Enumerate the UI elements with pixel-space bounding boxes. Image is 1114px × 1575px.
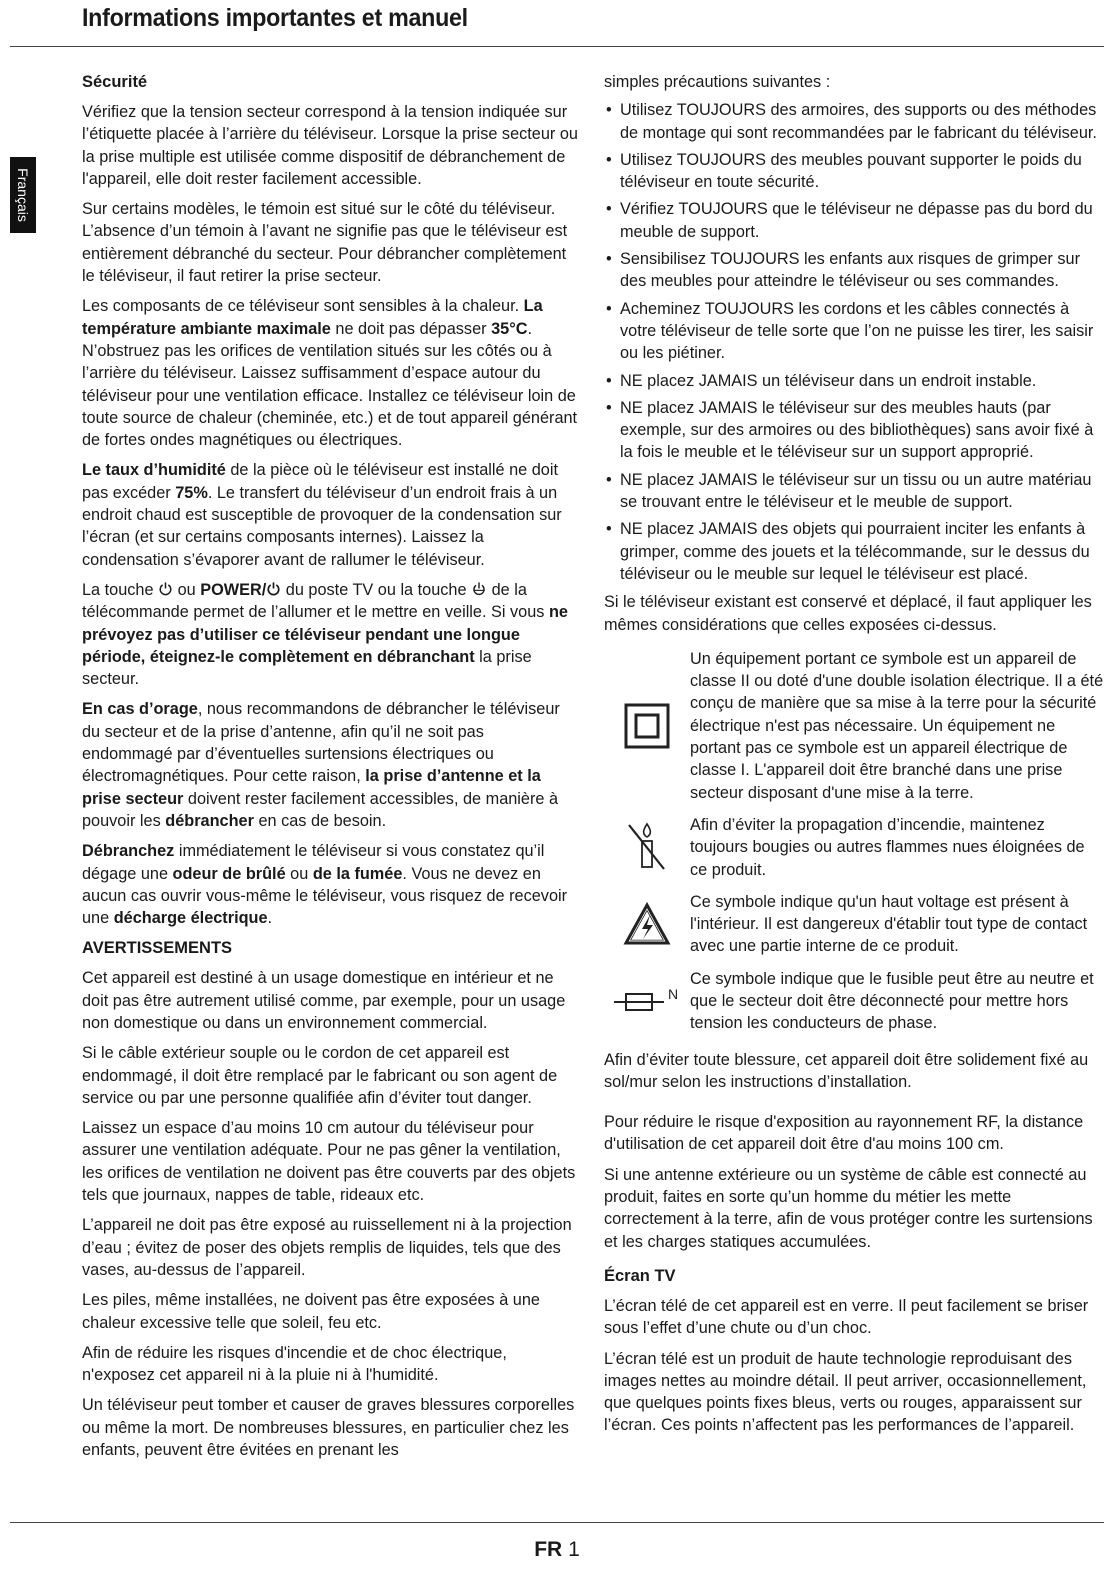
list-item: • NE placez JAMAIS le téléviseur sur des meubles hauts (par exemple, sur des armoires ou des bibliothèques) sans avoir fixé à la fois le meuble et le téléviseur sur un support approprié. (604, 397, 1104, 464)
precautions-list (604, 99, 1104, 585)
paragraph-power: La touche ou POWER/ du poste TV ou la touche de la télécommande permet de l’allumer et le mettre en veille. Si vous ne prévoyez pas d’utiliser ce téléviseur pendant une longue période, éteignez-le complètement en débranchant la prise secteur. (82, 580, 568, 689)
header-rule (10, 46, 1104, 47)
power-icon (266, 581, 281, 599)
footer-rule (10, 1522, 1104, 1523)
page-title: Informations importantes et manuel (82, 4, 468, 32)
list-item: • NE placez JAMAIS des objets qui pourraient inciter les enfants à grimper, comme des jouets et la télécommande, sur le dessus du téléviseur ou le meuble sur lequel le téléviseur est placé. (604, 518, 1104, 585)
warning-cable: Si le câble extérieur souple ou le cordon de cet appareil est endommagé, il doit être remplacé par le fabricant ou son agent de service ou par une personne qualifiée afin d’éviter tout danger. (82, 1044, 558, 1107)
paragraph-rf: Pour réduire le risque d'exposition au rayonnement RF, la distance d'utilisation de cet appareil doit être d'au moins 100 cm. (604, 1113, 1084, 1154)
fuse-text: Ce symbole indique que le fusible peut être au neutre et que le secteur doit être déconnecté pour mettre hors tension les conducteurs de phase. (690, 969, 1094, 1033)
warning-rain: Afin de réduire les risques d'incendie et de choc électrique, n'exposez cet appareil ni à la pluie ni à l'humidité. (82, 1343, 507, 1385)
paragraph-moved: Si le téléviseur existant est conservé et déplacé, il faut appliquer les mêmes considérations que celles exposées ci-dessus. (604, 593, 1092, 634)
list-item: • Utilisez TOUJOURS des meubles pouvant supporter le poids du téléviseur en toute sécurité. (604, 149, 1104, 194)
no-candle-symbol-row (604, 814, 1104, 881)
paragraph-fixation: Afin d’éviter toute blessure, cet appareil doit être solidement fixé au sol/mur selon les instructions d’installation. (604, 1050, 1089, 1091)
high-voltage-text: Ce symbole indique qu'un haut voltage est présent à l'intérieur. Il est dangereux d'établir tout type de contact avec une partie interne de ce produit. (690, 892, 1088, 956)
paragraph-screen-pixels: L’écran télé est un produit de haute technologie reproduisant des images nettes au moindre détail. Il peut arriver, occasionnellement, que quelques points fixes bleus, verts ou rouges, apparaissent sur l’écran. Ces points n’affectent pas les performances de l’appareil. (604, 1349, 1087, 1435)
no-candle-icon (604, 814, 690, 881)
paragraph-humidity: Le taux d’humidité de la pièce où le téléviseur est installé ne doit pas excéder 75%. Le transfert du téléviseur d’un endroit frais à un endroit chaud est susceptible de provoquer de la condensation sur l’écran (et sur certains composants internes). Laissez la condensation s’évaporer avant de rallumer le téléviseur. (82, 461, 562, 569)
paragraph-heat: Les composants de ce téléviseur sont sensibles à la chaleur. La température ambiante maximale ne doit pas dépasser 35°C. N’obstruez pas les orifices de ventilation situés sur les côtés ou à l’arrière du téléviseur. Laissez suffisamment d’espace autour du téléviseur pour une ventilation efficace. Installez ce téléviseur loin de toute source de chaleur (cheminée, etc.) et de tout appareil générant de fortes ondes magnétiques ou électriques. (82, 297, 578, 450)
list-item: • NE placez JAMAIS un téléviseur dans un endroit instable. (604, 370, 1104, 392)
list-item: • Utilisez TOUJOURS des armoires, des supports ou des méthodes de montage qui sont recommandées par le fabricant du téléviseur. (604, 99, 1104, 144)
page-number: FR 1 (534, 1538, 580, 1561)
fuse-label: N (668, 986, 679, 1003)
fuse-symbol-row (604, 968, 1104, 1035)
warning-water: L’appareil ne doit pas être exposé au ruissellement ni à la projection d’eau ; évitez de poser des objets remplis de liquides, tels que des vases, au-dessus de l’appareil. (82, 1216, 572, 1279)
warning-tipping: Un téléviseur peut tomber et causer de graves blessures corporelles ou même la mort. De nombreuses blessures, en particulier chez les enfants, peuvent être évitées en prenant les (82, 1396, 575, 1460)
list-item: • NE placez JAMAIS le téléviseur sur un tissu ou un autre matériau se trouvant entre le téléviseur et le meuble de support. (604, 469, 1104, 514)
no-candle-text: Afin d’éviter la propagation d’incendie, maintenez toujours bougies ou autres flammes nues éloignées de ce produit. (690, 815, 1085, 879)
warning-ventilation: Laissez un espace d’au moins 10 cm autour du téléviseur pour assurer une ventilation adéquate. Pour ne pas gêner la ventilation, les orifices de ventilation ne doivent pas être couverts par des objets tels que journaux, nappes de table, rideaux etc. (82, 1119, 576, 1205)
precautions-intro: simples précautions suivantes : (604, 73, 831, 91)
paragraph-storm: En cas d’orage, nous recommandons de débrancher le téléviseur du secteur et de la prise d’antenne, afin qu’il ne soit pas endommagé par d’éventuelles surtensions électriques ou électromagnétiques. Pour cette raison, la prise d’antenne et la prise secteur doivent rester facilement accessibles, de manière à pouvoir les débrancher en cas de besoin. (82, 700, 560, 830)
paragraph-voltage: Vérifiez que la tension secteur correspond à la tension indiquée sur l’étiquette placée à l’arrière du téléviseur. Lorsque la prise secteur ou la prise multiple est utilisée comme dispositif de débranchement de l'appareil, elle doit rester facilement accessible. (82, 103, 578, 188)
language-tab (10, 157, 36, 233)
class-ii-text: Un équipement portant ce symbole est un appareil de classe II ou doté d'une double isolation électrique. Il a été conçu de manière que sa mise à la terre pour la sécurité électrique n'est pas nécessaire. Un équipement ne portant pas ce symbole est un appareil électrique de classe I. L'appareil doit être branché dans une prise secteur disposant d'une mise à la terre. (690, 649, 1104, 802)
standby-icon (471, 581, 487, 599)
ecran-heading: Écran TV (604, 1266, 676, 1285)
language-tab-label: Français (15, 168, 31, 222)
class-ii-symbol-row (604, 648, 1104, 804)
list-item: • Acheminez TOUJOURS les cordons et les câbles connectés à votre téléviseur de telle sorte que l’on ne puisse les tirer, les saisir ou les piétiner. (604, 298, 1104, 365)
list-item: • Sensibilisez TOUJOURS les enfants aux risques de grimper sur des meubles pour atteindre le téléviseur ou ses commandes. (604, 248, 1104, 293)
fuse-neutral-icon (604, 968, 690, 1035)
securite-heading: Sécurité (82, 73, 148, 91)
warning-domestic: Cet appareil est destiné à un usage domestique en intérieur et ne doit pas être autrement utilisé comme, par exemple, pour un usage non domestique ou dans un environnement commercial. (82, 969, 566, 1032)
high-voltage-symbol-row (604, 891, 1104, 958)
power-icon (158, 581, 173, 599)
right-column (604, 71, 1104, 1445)
paragraph-antenna: Si une antenne extérieure ou un système de câble est connecté au produit, faites en sorte qu’un homme du métier les mette correctement à la terre, afin de vous protéger contre les surtensions et les charges statiques accumulées. (604, 1165, 1093, 1251)
paragraph-indicator: Sur certains modèles, le témoin est situé sur le côté du téléviseur. L’absence d’un témoin à l’avant ne signifie pas que le téléviseur est entièrement débranché du secteur. Pour débrancher complètement le téléviseur, il faut retirer la prise secteur. (82, 200, 568, 286)
list-item: • Vérifiez TOUJOURS que le téléviseur ne dépasse pas du bord du meuble de support. (604, 198, 1104, 243)
left-column (82, 71, 578, 1469)
warning-batteries: Les piles, même installées, ne doivent pas être exposées à une chaleur excessive telle que soleil, feu etc. (82, 1291, 540, 1332)
class-ii-symbol-icon (604, 648, 690, 804)
high-voltage-icon (604, 891, 690, 958)
avertissements-heading: AVERTISSEMENTS (82, 939, 233, 958)
paragraph-smoke: Débranchez immédiatement le téléviseur si vous constatez qu’il dégage une odeur de brûlé ou de la fumée. Vous ne devez en aucun cas ouvrir vous-même le téléviseur, vous risquez de recevoir une décharge électrique. (82, 842, 568, 928)
paragraph-screen-glass: L’écran télé de cet appareil est en verre. Il peut facilement se briser sous l’effet d’une chute ou d’un choc. (604, 1296, 1089, 1338)
